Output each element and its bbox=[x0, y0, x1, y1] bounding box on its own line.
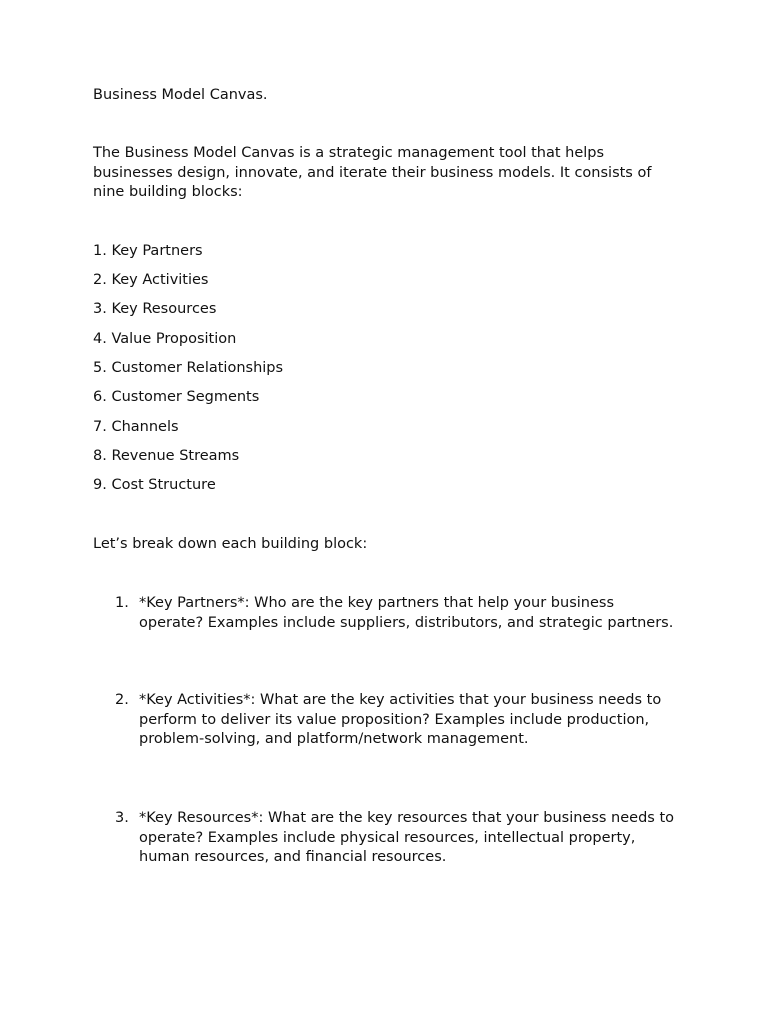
list-item: 7. Channels bbox=[93, 419, 179, 435]
list-item: 2. Key Activities bbox=[93, 272, 209, 288]
building-block-item bbox=[115, 691, 675, 750]
list-item: 6. Customer Segments bbox=[93, 389, 260, 405]
intro-paragraph: The Business Model Canvas is a strategic management tool that helps businesses design, innovate, and iterate their business models. It consists of nine building blocks: bbox=[93, 145, 652, 200]
list-item: 1. Key Partners bbox=[93, 243, 203, 259]
document-title: Business Model Canvas. bbox=[93, 87, 268, 103]
block-text: *Key Activities*: What are the key activities that your business needs to perform to deliver its value proposition? Examples include production, problem-solving, and platform/network management. bbox=[139, 692, 662, 747]
block-number: 2. bbox=[115, 692, 129, 708]
list-item: 4. Value Proposition bbox=[93, 331, 237, 347]
block-number: 3. bbox=[115, 810, 129, 826]
building-block-item bbox=[115, 594, 675, 633]
block-number: 1. bbox=[115, 595, 129, 611]
list-item: 8. Revenue Streams bbox=[93, 448, 240, 464]
block-text: *Key Resources*: What are the key resources that your business needs to operate? Examples include physical resources, intellectual property, human resources, and financial resources. bbox=[139, 810, 675, 865]
list-item: 9. Cost Structure bbox=[93, 477, 216, 493]
building-block-item bbox=[115, 809, 675, 868]
list-item: 3. Key Resources bbox=[93, 301, 217, 317]
block-text: *Key Partners*: Who are the key partners that help your business operate? Examples include suppliers, distributors, and strategic partners. bbox=[139, 595, 674, 631]
breakdown-intro: Let’s break down each building block: bbox=[93, 536, 368, 552]
list-item: 5. Customer Relationships bbox=[93, 360, 284, 376]
